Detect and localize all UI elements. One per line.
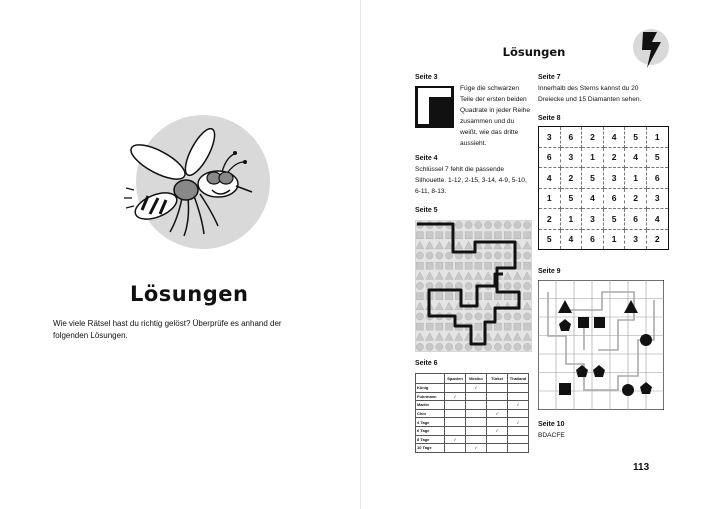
maze-shape <box>465 221 472 228</box>
logic-row <box>416 384 529 393</box>
logic-col-header: Spanien <box>445 374 466 384</box>
maze-shape <box>514 313 521 320</box>
logic-check-cell <box>466 401 487 410</box>
maze-shape <box>504 221 511 228</box>
page-spine <box>360 0 361 509</box>
sudoku-cell: 4 <box>603 127 625 148</box>
logic-check-cell <box>487 444 508 453</box>
seite4-line: Schlüssel 7 fehlt die passende <box>415 166 505 173</box>
sudoku-cell: 5 <box>625 127 647 148</box>
intro-line: Wie viele Rätsel hast du richtig gelöst? Überprüfe es anhand der <box>53 319 282 328</box>
logic-row <box>416 444 529 453</box>
logic-row-name: 6 Tage <box>416 426 445 435</box>
seite3-white-block <box>418 97 429 124</box>
maze-shape <box>436 323 443 330</box>
maze-shape <box>475 221 482 228</box>
sudoku-cell: 6 <box>646 168 668 189</box>
sudoku-cell: 5 <box>582 168 604 189</box>
sudoku-cell: 4 <box>582 188 604 209</box>
seite3-line: aussieht. <box>460 140 487 147</box>
seite3-solution-square <box>415 86 454 128</box>
seite7-text <box>538 83 668 105</box>
logic-check-cell <box>445 418 466 427</box>
logic-col-header: Türkei <box>487 374 508 384</box>
maze-shape <box>416 262 423 269</box>
mosquito-icon <box>120 128 260 238</box>
seite7-label: Seite 7 <box>538 74 561 81</box>
sudoku-cell: 5 <box>603 209 625 230</box>
maze-shape <box>485 252 492 259</box>
logic-check-cell <box>508 426 529 435</box>
maze-shape <box>455 232 462 239</box>
square-shape <box>559 383 571 395</box>
seite3-line: zusammen und du <box>460 118 515 125</box>
logic-check-cell <box>487 435 508 444</box>
logic-check-cell: ✓ <box>445 392 466 401</box>
maze-shape <box>475 262 482 269</box>
logic-check-cell: ✓ <box>487 426 508 435</box>
sudoku-cell: 5 <box>560 188 582 209</box>
circle-shape <box>622 384 634 396</box>
maze-shape <box>485 232 492 239</box>
maze-shape <box>485 262 492 269</box>
maze-shape <box>514 221 521 228</box>
seite6-label: Seite 6 <box>415 360 438 367</box>
logic-check-cell <box>508 392 529 401</box>
intro-text <box>53 318 313 342</box>
maze-shape <box>426 323 433 330</box>
maze-shape <box>436 232 443 239</box>
sudoku-cell: 1 <box>582 147 604 168</box>
maze-shape <box>446 252 453 259</box>
logic-check-cell <box>487 418 508 427</box>
maze-shape <box>436 262 443 269</box>
seite3-line: Quadrate in jeder Reihe <box>460 107 531 114</box>
logic-check-cell <box>487 401 508 410</box>
seite3-white-strip <box>418 88 451 97</box>
seite4-line: Silhouette. 1-12, 2-15, 3-14, 4-9, 5-10, <box>415 177 527 184</box>
maze-shape <box>455 262 462 269</box>
sudoku-cell: 1 <box>646 127 668 148</box>
maze-shape <box>504 323 511 330</box>
sudoku-row <box>539 229 669 250</box>
sudoku-cell: 5 <box>539 229 561 250</box>
maze-shape <box>446 262 453 269</box>
logic-row-name: 4 Tage <box>416 418 445 427</box>
logic-check-cell <box>466 435 487 444</box>
sudoku-cell: 4 <box>560 229 582 250</box>
seite9-label: Seite 9 <box>538 268 561 275</box>
maze-shape <box>416 252 423 259</box>
maze-shape <box>446 293 453 300</box>
maze-shape <box>465 293 472 300</box>
maze-shape <box>465 282 472 289</box>
logic-check-cell: ✓ <box>508 401 529 410</box>
seite7-line: Dreiecke und 15 Diamanten sehen. <box>538 96 642 103</box>
maze-shape <box>514 343 521 350</box>
sudoku-cell: 3 <box>625 229 647 250</box>
maze-shape <box>436 293 443 300</box>
maze-shape <box>494 232 501 239</box>
maze-shape <box>524 313 531 320</box>
logic-row <box>416 409 529 418</box>
seite8-sudoku-grid <box>538 126 669 250</box>
logic-corner <box>416 374 445 384</box>
maze-shape <box>524 262 531 269</box>
maze-shape <box>455 343 462 350</box>
maze-shape <box>416 313 423 320</box>
maze-shape <box>504 293 511 300</box>
seite3-line: Teile der ersten beiden <box>460 96 527 103</box>
maze-shape <box>475 323 482 330</box>
maze-shape <box>426 252 433 259</box>
maze-shape <box>475 313 482 320</box>
logic-check-cell: ✓ <box>445 435 466 444</box>
maze-shape <box>465 313 472 320</box>
logic-row-name: 8 Tage <box>416 435 445 444</box>
logic-row-name: 10 Tage <box>416 444 445 453</box>
maze-shape <box>504 232 511 239</box>
maze-shape <box>514 282 521 289</box>
sudoku-cell: 6 <box>625 209 647 230</box>
sudoku-cell: 2 <box>646 229 668 250</box>
seite9-shape-grid <box>538 280 664 410</box>
logic-check-cell <box>466 409 487 418</box>
seite3-label: Seite 3 <box>415 74 438 81</box>
seite5-label: Seite 5 <box>415 207 438 214</box>
sudoku-cell: 6 <box>539 147 561 168</box>
seite3-line: weißt, wie das dritte <box>460 129 519 136</box>
maze-shape <box>514 232 521 239</box>
logic-check-cell <box>466 418 487 427</box>
logic-check-cell <box>466 426 487 435</box>
logic-row-name: Fuhrmann <box>416 392 445 401</box>
square-shape <box>594 317 605 328</box>
maze-shape <box>416 323 423 330</box>
maze-shape <box>494 293 501 300</box>
maze-shape <box>524 232 531 239</box>
maze-shape <box>504 282 511 289</box>
maze-shape <box>426 232 433 239</box>
seite4-line: 6-11, 8-13. <box>415 188 447 195</box>
logic-check-cell: ✓ <box>466 384 487 393</box>
sudoku-row <box>539 127 669 148</box>
maze-shape <box>465 262 472 269</box>
logic-check-cell <box>487 392 508 401</box>
seite3-text <box>460 83 538 149</box>
maze-shape <box>436 343 443 350</box>
sudoku-row <box>539 209 669 230</box>
logic-check-cell <box>508 384 529 393</box>
sudoku-cell: 2 <box>560 168 582 189</box>
maze-shape <box>455 221 462 228</box>
logic-col-header: Mexiko <box>466 374 487 384</box>
sudoku-cell: 3 <box>539 127 561 148</box>
left-page-title: Lösungen <box>130 282 249 306</box>
logic-check-cell: ✓ <box>487 409 508 418</box>
seite10-answer: BDACFE <box>538 432 565 439</box>
logic-check-cell <box>445 409 466 418</box>
seite4-label: Seite 4 <box>415 155 438 162</box>
logic-check-cell <box>445 384 466 393</box>
sudoku-cell: 5 <box>646 147 668 168</box>
maze-shape <box>475 232 482 239</box>
logic-check-cell <box>466 392 487 401</box>
logic-check-cell <box>445 444 466 453</box>
logic-check-cell <box>445 426 466 435</box>
logic-row <box>416 426 529 435</box>
maze-shape <box>494 252 501 259</box>
sudoku-cell: 6 <box>560 127 582 148</box>
sudoku-cell: 2 <box>539 209 561 230</box>
maze-shape <box>485 221 492 228</box>
maze-shape <box>416 343 423 350</box>
maze-shape <box>524 221 531 228</box>
logic-check-cell <box>508 444 529 453</box>
circle-shape <box>640 334 652 346</box>
maze-shape <box>524 252 531 259</box>
sudoku-cell: 3 <box>646 188 668 209</box>
maze-shape <box>416 232 423 239</box>
square-shape <box>578 317 589 328</box>
seite7-line: Innerhalb des Sterns kannst du 20 <box>538 85 639 92</box>
logic-check-cell <box>508 435 529 444</box>
right-page-title: Lösungen <box>502 45 566 59</box>
sudoku-cell: 1 <box>539 188 561 209</box>
sudoku-cell: 3 <box>603 168 625 189</box>
maze-shape <box>416 282 423 289</box>
logic-row <box>416 392 529 401</box>
logic-col-header: Thailand <box>508 374 529 384</box>
seite4-text <box>415 164 535 197</box>
seite5-maze <box>415 220 532 352</box>
maze-shape <box>524 323 531 330</box>
maze-shape <box>485 293 492 300</box>
maze-shape <box>446 343 453 350</box>
sudoku-cell: 4 <box>539 168 561 189</box>
maze-shape <box>524 343 531 350</box>
sudoku-cell: 3 <box>560 147 582 168</box>
maze-shape <box>524 293 531 300</box>
sudoku-cell: 4 <box>646 209 668 230</box>
seite10-label: Seite 10 <box>538 421 565 428</box>
logic-check-cell: ✓ <box>466 444 487 453</box>
logic-row <box>416 401 529 410</box>
maze-shape <box>504 313 511 320</box>
logic-row-name: König <box>416 384 445 393</box>
maze-shape <box>494 221 501 228</box>
sudoku-cell: 6 <box>603 188 625 209</box>
maze-shape <box>494 343 501 350</box>
sudoku-cell: 1 <box>603 229 625 250</box>
maze-shape <box>504 343 511 350</box>
maze-shape <box>514 323 521 330</box>
sudoku-cell: 1 <box>560 209 582 230</box>
sudoku-cell: 4 <box>625 147 647 168</box>
sudoku-cell: 3 <box>582 209 604 230</box>
maze-shape <box>524 282 531 289</box>
page-number: 113 <box>633 462 650 473</box>
sudoku-cell: 6 <box>582 229 604 250</box>
intro-line: folgenden Lösungen. <box>53 331 128 340</box>
sudoku-cell: 2 <box>625 188 647 209</box>
logic-row-name: Martin <box>416 401 445 410</box>
logic-row <box>416 418 529 427</box>
sudoku-row <box>539 168 669 189</box>
lightning-bolt-icon <box>633 28 671 72</box>
maze-shape <box>426 262 433 269</box>
sudoku-cell: 2 <box>603 147 625 168</box>
seite8-label: Seite 8 <box>538 115 561 122</box>
sudoku-cell: 1 <box>625 168 647 189</box>
maze-shape <box>494 323 501 330</box>
logic-row <box>416 435 529 444</box>
logic-check-cell <box>508 409 529 418</box>
maze-shape <box>485 313 492 320</box>
maze-shape <box>465 232 472 239</box>
maze-shape <box>446 323 453 330</box>
maze-shape <box>436 252 443 259</box>
sudoku-row <box>539 147 669 168</box>
logic-row-name: Chin <box>416 409 445 418</box>
sudoku-row <box>539 188 669 209</box>
logic-check-cell <box>445 401 466 410</box>
maze-shape <box>416 293 423 300</box>
seite6-logic-table <box>415 373 529 453</box>
maze-shape <box>504 252 511 259</box>
seite3-line: Füge die schwarzen <box>460 85 520 92</box>
maze-shape <box>426 343 433 350</box>
logic-check-cell <box>487 384 508 393</box>
sudoku-cell: 2 <box>582 127 604 148</box>
logic-check-cell: ✓ <box>508 418 529 427</box>
